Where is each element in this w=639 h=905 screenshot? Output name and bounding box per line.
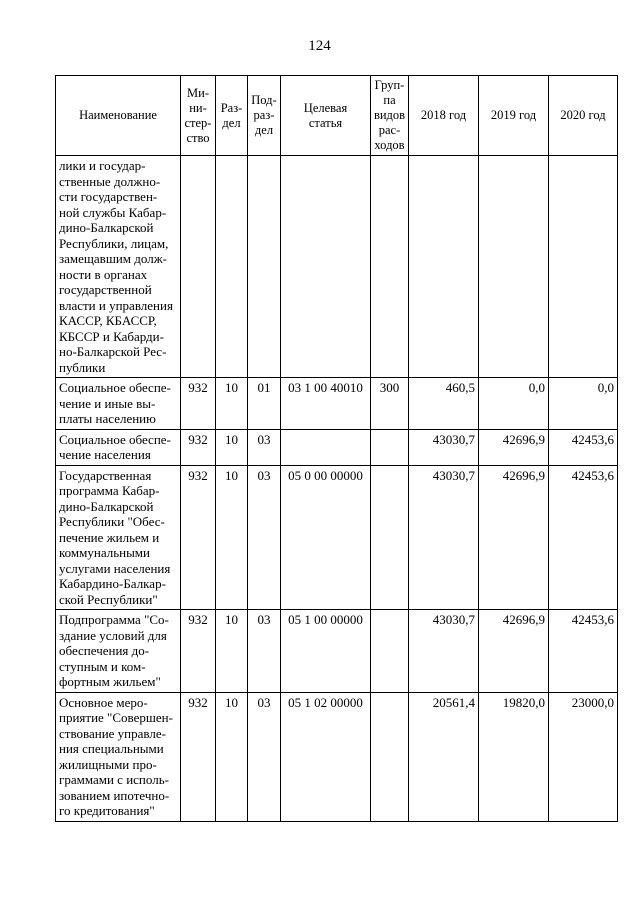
cell-2018: 460,5 xyxy=(409,378,479,430)
table-row xyxy=(56,429,618,465)
cell-name: Основное меро- приятие "Совершен- ствование управле- ния специальными жилищными про- граммами с исполь- зованием ипотечно- го кредитования" xyxy=(56,692,181,821)
cell-target: 05 1 00 00000 xyxy=(281,610,371,693)
cell-2018 xyxy=(409,156,479,378)
header-name: Наименование xyxy=(56,76,181,156)
cell-2018: 43030,7 xyxy=(409,610,479,693)
cell-ministry: 932 xyxy=(181,465,216,610)
table-row xyxy=(56,692,618,821)
table-body xyxy=(56,156,618,822)
budget-table xyxy=(55,75,618,822)
cell-target: 05 1 02 00000 xyxy=(281,692,371,821)
cell-name: Государственная программа Кабар- дино-Балкарской Республики "Обес- печение жильем и коммунальными услугами населения Кабардино-Балкар- ской Республики" xyxy=(56,465,181,610)
cell-2020 xyxy=(549,156,618,378)
cell-expense-group xyxy=(371,465,409,610)
cell-subsection: 01 xyxy=(248,378,281,430)
cell-2020: 42453,6 xyxy=(549,465,618,610)
page-number: 124 xyxy=(308,38,331,54)
header-ministry: Ми- ни- стер- ство xyxy=(181,76,216,156)
cell-ministry: 932 xyxy=(181,692,216,821)
cell-subsection: 03 xyxy=(248,610,281,693)
cell-section: 10 xyxy=(216,692,248,821)
cell-section: 10 xyxy=(216,610,248,693)
cell-section: 10 xyxy=(216,465,248,610)
cell-2019: 42696,9 xyxy=(479,429,549,465)
cell-2020: 0,0 xyxy=(549,378,618,430)
table-row xyxy=(56,156,618,378)
cell-target xyxy=(281,429,371,465)
cell-section xyxy=(216,156,248,378)
cell-target: 03 1 00 40010 xyxy=(281,378,371,430)
header-subsection: Под- раз- дел xyxy=(248,76,281,156)
cell-subsection: 03 xyxy=(248,692,281,821)
cell-section: 10 xyxy=(216,378,248,430)
header-2020: 2020 год xyxy=(549,76,618,156)
cell-subsection: 03 xyxy=(248,465,281,610)
table-row xyxy=(56,378,618,430)
cell-target xyxy=(281,156,371,378)
cell-2020: 42453,6 xyxy=(549,610,618,693)
cell-name: лики и государ- ственные должно- сти государствен- ной службы Кабар- дино-Балкарской Республики, лицам, замещавшим долж- ности в органах государственной власти и управления КАССР, КБАССР, КБССР и Кабарди- но-Балкарской Рес- публики xyxy=(56,156,181,378)
cell-section: 10 xyxy=(216,429,248,465)
cell-name: Социальное обеспе- чение и иные вы- платы населению xyxy=(56,378,181,430)
cell-ministry: 932 xyxy=(181,610,216,693)
cell-ministry xyxy=(181,156,216,378)
cell-2019: 19820,0 xyxy=(479,692,549,821)
cell-2019: 42696,9 xyxy=(479,465,549,610)
header-2019: 2019 год xyxy=(479,76,549,156)
cell-2018: 43030,7 xyxy=(409,429,479,465)
cell-expense-group xyxy=(371,429,409,465)
header-expense-group: Груп- па видов рас- ходов xyxy=(371,76,409,156)
cell-target: 05 0 00 00000 xyxy=(281,465,371,610)
cell-expense-group xyxy=(371,692,409,821)
table-header-row xyxy=(56,76,618,156)
cell-2018: 43030,7 xyxy=(409,465,479,610)
header-2018: 2018 год xyxy=(409,76,479,156)
cell-expense-group xyxy=(371,156,409,378)
cell-name: Подпрограмма "Со- здание условий для обеспечения до- ступным и ком- фортным жильем" xyxy=(56,610,181,693)
table-row xyxy=(56,610,618,693)
cell-2020: 42453,6 xyxy=(549,429,618,465)
table-row xyxy=(56,465,618,610)
cell-ministry: 932 xyxy=(181,429,216,465)
cell-expense-group: 300 xyxy=(371,378,409,430)
header-section: Раз- дел xyxy=(216,76,248,156)
cell-subsection xyxy=(248,156,281,378)
cell-2020: 23000,0 xyxy=(549,692,618,821)
cell-name: Социальное обеспе- чение населения xyxy=(56,429,181,465)
cell-2019 xyxy=(479,156,549,378)
cell-subsection: 03 xyxy=(248,429,281,465)
cell-expense-group xyxy=(371,610,409,693)
cell-2019: 0,0 xyxy=(479,378,549,430)
cell-2019: 42696,9 xyxy=(479,610,549,693)
cell-2018: 20561,4 xyxy=(409,692,479,821)
header-target: Целевая статья xyxy=(281,76,371,156)
cell-ministry: 932 xyxy=(181,378,216,430)
